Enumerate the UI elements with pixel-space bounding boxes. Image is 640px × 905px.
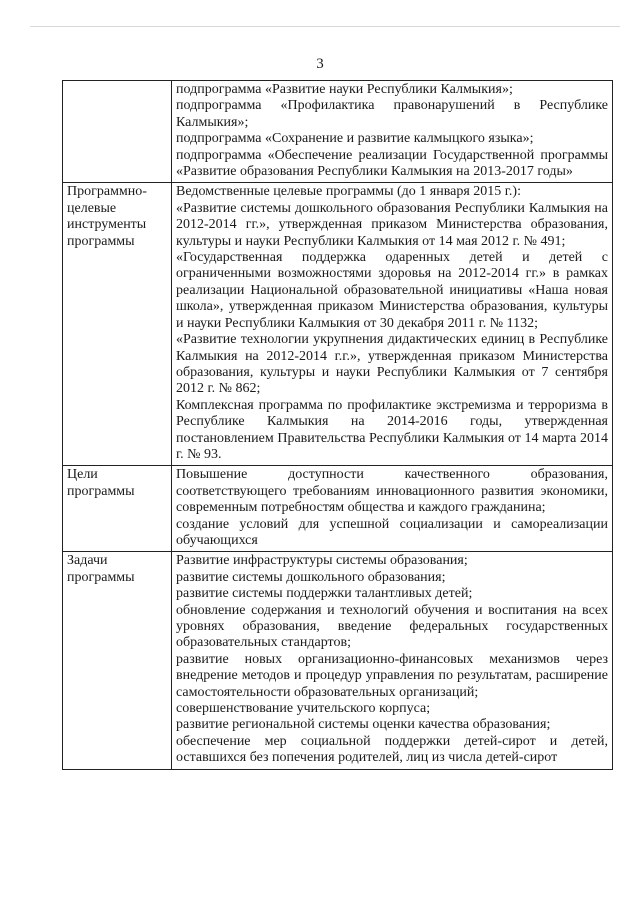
content-line: развитие новых организационно-финансовых механизмов через внедрение методов и процедур управления по результатам, расширение самостоятельности образовательных организаций;: [176, 651, 608, 700]
row-label-text: Задачи программы: [67, 553, 135, 585]
content-line: развитие системы дошкольного образования;: [176, 569, 446, 585]
row-content: [172, 552, 613, 769]
content-line: «Развитие технологии укрупнения дидактических единиц в Республике Калмыкия на 2012-2014 г.г.», утвержденная приказом Министерства образования, культуры и науки Республики Калмыкия от 7 сентября 2012 г. № 862;: [176, 332, 608, 397]
program-passport-table: [62, 80, 613, 770]
row-label: [63, 466, 172, 552]
row-label-empty: [63, 81, 172, 183]
content-line: Комплексная программа по профилактике экстремизма и терроризма в Республике Калмыкия на 2014-2016 годы, утвержденная постановлением Правительства Республики Калмыкия от 14 марта 2014 г. № 93.: [176, 397, 608, 462]
content-line: обеспечение мер социальной поддержки детей-сирот и детей, оставшихся без попечения родителей, лиц из числа детей-сирот: [176, 733, 608, 766]
content-line: совершенствование учительского корпуса;: [176, 701, 431, 717]
content-line: развитие региональной системы оценки качества образования;: [176, 717, 551, 733]
row-label-text: Программно-целевые инструменты программы: [67, 184, 147, 249]
page-edge-line: [30, 26, 620, 27]
page-number: 3: [316, 56, 324, 72]
row-label: [63, 552, 172, 769]
content-line: Развитие инфраструктуры системы образования;: [176, 553, 468, 569]
content-line: обновление содержания и технологий обучения и воспитания на всех уровнях образования, введение федеральных государственных образовательных стандартов;: [176, 602, 608, 651]
row-content: [172, 466, 613, 552]
row-label: [63, 183, 172, 466]
content-line: подпрограмма «Развитие науки Республики Калмыкия»;: [176, 82, 513, 97]
table-row: [63, 466, 613, 552]
content-line: создание условий для успешной социализации и самореализации обучающихся: [176, 516, 608, 548]
content-line: подпрограмма «Профилактика правонарушений в Республике Калмыкия»;: [176, 98, 608, 130]
table-row: [63, 183, 613, 466]
content-line: Ведомственные целевые программы (до 1 января 2015 г.):: [176, 184, 521, 200]
table-row: [63, 552, 613, 769]
row-content: [172, 81, 613, 183]
content-line: подпрограмма «Обеспечение реализации Государственной программы «Развитие образования Республики Калмыкия на 2013-2017 годы»: [176, 147, 608, 180]
table-row: [63, 81, 613, 183]
content-line: подпрограмма «Сохранение и развитие калмыцкого языка»;: [176, 131, 534, 147]
content-line: «Развитие системы дошкольного образования Республики Калмыкия на 2012-2014 гг.», утвержденная приказом Министерства образования, культуры и науки Республики Калмыкия от 14 мая 2012 г. № 491;: [176, 200, 608, 249]
row-content: [172, 183, 613, 466]
content-line: Повышение доступности качественного образования, соответствующего требованиям инновационного развития экономики, современным потребностям общества и каждого гражданина;: [176, 467, 608, 516]
content-line: развитие системы поддержки талантливых детей;: [176, 586, 473, 602]
row-label-text: Цели программы: [67, 467, 135, 499]
content-line: «Государственная поддержка одаренных детей и детей с ограниченными возможностями здоровья на 2012-2014 гг.» в рамках реализации Национальной образовательной инициативы «Наша новая школа», утвержденная приказом Министерства образования, культуры и науки Республики Калмыкия от 30 декабря 2011 г. № 1132;: [176, 250, 608, 331]
